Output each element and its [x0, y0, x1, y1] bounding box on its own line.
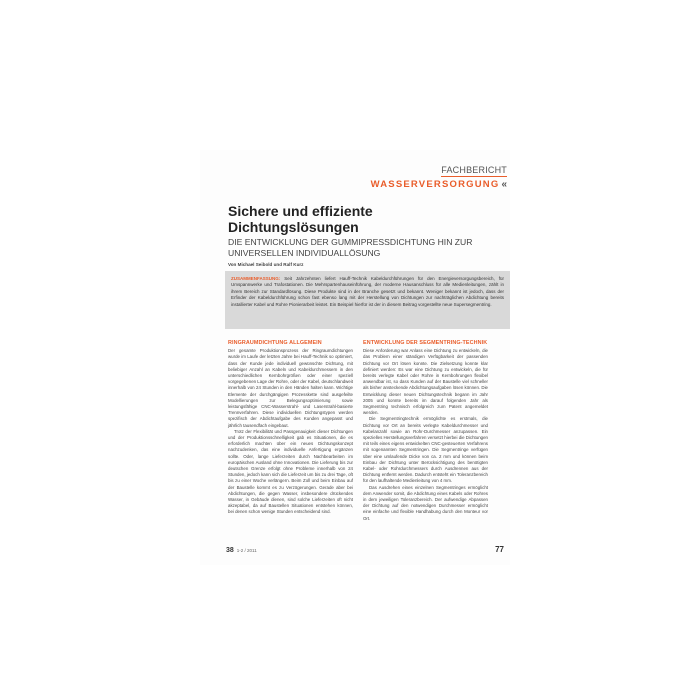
- section-heading: ENTWICKLUNG DER SEGMENTRING-TECHNIK: [363, 340, 488, 346]
- section-label: FACHBERICHT: [441, 165, 507, 175]
- category-label: [371, 179, 507, 190]
- summary-lead: ZUSAMMENFASSUNG:: [231, 276, 281, 281]
- article-title: Sichere und effiziente Dichtungslösungen: [228, 203, 373, 235]
- footer-issue: [226, 547, 257, 554]
- footer-label: 38: [226, 547, 234, 554]
- section-header: [371, 160, 507, 190]
- section-heading: RINGRAUMDICHTUNG ALLGEMEIN: [228, 340, 322, 346]
- summary-body: Seit Jahrzehnten liefert Hauff-Technik Kabeldurchführungen für den Energieversorgungsbereich, für Umspannwerke und Trafostationen. Die Mehrspartenhauseinführung, der moderne Hausanschluss für alle Medienleitungen, zählt in ihrem Bereich zur Standardlösung. Diese Produkte sind in der Branche gesetzt und bekannt. Weniger bekannt ist jedoch, dass der Erfinder der Kabeldurchführung schon fast ebenso lang mit der Herstellung von Dichtungen zur nachträglichen Abdichtung bereits installierter Kabel und Rohre Pionierarbeit leistet. Ein Beispiel hierfür ist der in diesem Beitrag vorgestellte neue Supersegmentring.: [231, 276, 504, 307]
- issue-number: 1-2 / 2011: [236, 548, 257, 553]
- double-chevron-icon: «: [501, 179, 507, 190]
- article-authors: Von Michael Seibold und Ralf Kurz: [228, 262, 304, 267]
- summary-text: [225, 271, 510, 308]
- category-text: WASSERVERSORGUNG: [370, 179, 500, 190]
- text-column-left: [228, 340, 353, 516]
- body-paragraph: Trotz der Flexibilität und Passgenauigkeit dieser Dichtungen und der Produktionsschnelligkeit gab es Situationen, die es erforderlich machten über ein neues Dichtungskonzept nachzudenken, das eine individuelle Anfertigung ergänzen sollte. Oder, lange Lieferzeiten durch Nachbearbeiten im europäischen Ausland ohne Innovationen. Die Lieferung bis zur deutschen Grenze erfolgt ohne Probleme innerhalb von 24 Stunden, jedoch kann sich die Lieferzeit um bis zu drei Tage, oft bis zu einer Woche verlängern. Beim Zoll und beim Einbau auf der Baustelle kommt es zu Verzögerungen. Gerade aber bei Abdichtungen, die gegen Wasser, insbesondere drückendes Wasser, in Gebäude dienen, sind solche Lieferzeiten oft nicht akzeptabel, da auf Baustellen Situationen entstehen können, bei denen schon wenige Stunden entscheidend sind.: [228, 428, 353, 515]
- body-paragraph: Das Ausdrehen eines einzelnen Segmentringes ermöglicht dem Anwender somit, die Abdichtung eines Kabels oder Rohres in dem jeweiligen Toleranzbereich. Der aufwendige Abpassen der Dichtung auf den notwendigen Durchmesser ermöglicht eine einfache und flexible Handhabung durch den Monteur vor Ort.: [363, 484, 488, 521]
- body-paragraph: Diese Anforderung war Anlass eine Dichtung zu entwickeln, die das Problem einer ständigen Verfügbarkeit der passenden Dichtung vor Ort lösen konnte. Die Zielsetzung konnte klar definiert werden: Es war eine Dichtung zu entwickeln, die für bereits verlegte Kabel oder Rohre in Kernbohrungen flexibel anwendbar ist, so dass Kunden auf der Baustelle viel schneller als bisher ansteckende Abdichtungsaufgaben lösen können. Die Entwicklung dieser neuen Dichtungstechnik begann im Jahr 2005 und konnte bereits im darauf folgenden Jahr als Segmentring technisch erfolgreich zum Patent angemeldet werden.: [363, 348, 488, 416]
- body-paragraph: Der gesamte Produktionsprozess der Ringraumdichtungen wurde im Laufe der letzten Jahre bei Hauff-Technik so optimiert, dass der Kunde jede individuell gewünschte Dichtung, mit beliebiger Anzahl an Kabeln und Kabeldurchmessern in den unterschiedlichen Kernbohrgrößen oder einer speziell vorgegebenen Lage der Rohre, oder der Kabel, deutschlandweit innerhalb von 24 Stunden in den Händen halten kann. Wichtige Elemente der durchgängigen Prozesskette sind ausgefeilte Modellierungen zur Belegungsoptimierung sowie leistungsfähige CNC-Wasserstrahl- und Laserstrahl-basierte Trennverfahren. Diese individuellen Dichtungstypen werden spezifisch der Abdichtaufgabe des Kunden angepasst und jährlich tausendfach eingebaut.: [228, 348, 353, 428]
- article-subtitle: DIE ENTWICKLUNG DER GUMMIPRESSDICHTUNG HIN ZUR UNIVERSELLEN INDIVIDUALLÖSUNG: [228, 237, 473, 258]
- magazine-page: [200, 150, 510, 565]
- page-number: 77: [495, 545, 504, 554]
- summary-box: [225, 271, 510, 329]
- text-column-right: [363, 340, 488, 522]
- body-paragraph: Die Segmentringtechnik ermöglichte es erstmals, die Dichtung vor Ort an bereits verlegte Kabeldurchmesser und Kabelanzahl sowie an Rohr-Durchmesser anzupassen. Ein spezielles Herstellungsverfahren versetzt hierbei die Dichtungen mit teils eines eigens entwickelten CNC-gesteuerten Verfahrens mit sogenannten Segmentringen. Die Segmentringe verfügen über eine umlaufende Dicke von ca. 2 mm und können beim Einbau der Dichtung unter Berücksichtigung des benötigten Kabel- oder Rohrdurchmessers durch Ausdrennen aus der Dichtung entfernt werden. Dadurch entsteht ein Toleranzbereich für den laufhaltende Medienleitung von 4 mm.: [363, 416, 488, 484]
